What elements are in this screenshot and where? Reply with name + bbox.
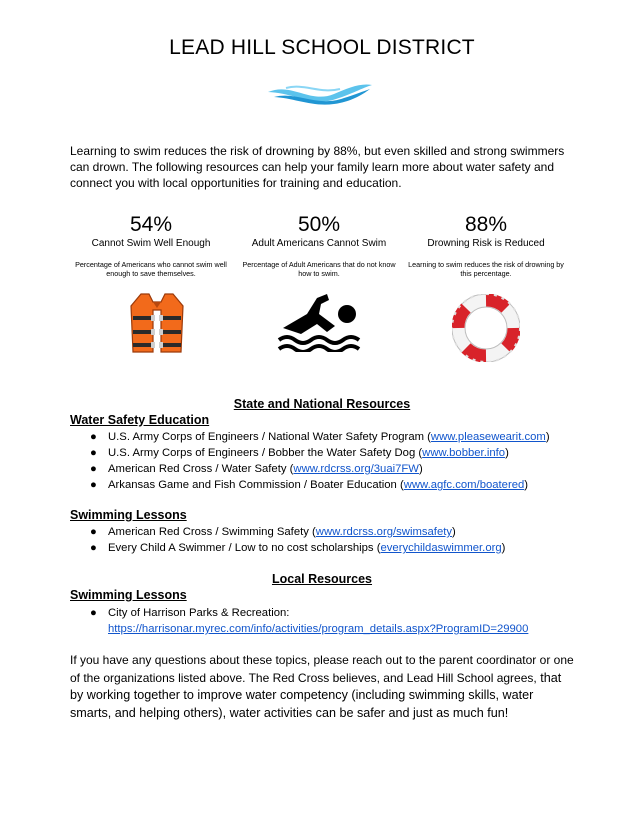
local-resources-heading: Local Resources xyxy=(271,572,373,586)
local-swimming-lessons-heading: Swimming Lessons xyxy=(70,588,187,602)
closing-text-large: that by working together to improve water competency (including swimming skills, water smarts, and helping others), water activities can be safer and just as much fun! xyxy=(70,670,562,720)
link-harrison-parks[interactable]: https://harrisonar.myrec.com/info/activities/program_details.aspx?ProgramID=29900 xyxy=(108,623,529,635)
list-item: ● U.S. Army Corps of Engineers / National Water Safety Program (www.pleasewearit.com) xyxy=(90,431,550,443)
closing-paragraph xyxy=(70,652,574,722)
stat-description: Percentage of Adult Americans that do not know how to swim. xyxy=(242,260,396,278)
intro-paragraph: Learning to swim reduces the risk of drowning by 88%, but even skilled and strong swimmers can drown. The following resources can help your family learn more about water safety and connect you with local opportunities for training and education. xyxy=(70,144,565,190)
water-safety-list xyxy=(70,429,610,493)
page-title: LEAD HILL SCHOOL DISTRICT xyxy=(169,36,475,59)
stat-description: Learning to swim reduces the risk of drowning by this percentage. xyxy=(408,260,564,278)
link-pleasewearit[interactable]: www.pleasewearit.com xyxy=(430,431,546,443)
link-everychildaswimmer[interactable]: everychildaswimmer.org xyxy=(380,542,502,554)
stat-label: Drowning Risk is Reduced xyxy=(427,238,545,249)
wave-icon xyxy=(264,80,374,106)
life-ring-icon xyxy=(452,294,520,362)
swimmer-icon xyxy=(277,292,361,352)
list-item: ● U.S. Army Corps of Engineers / Bobber the Water Safety Dog (www.bobber.info) xyxy=(90,447,509,459)
stat-adults-cannot-swim xyxy=(234,213,404,278)
stat-label: Adult Americans Cannot Swim xyxy=(251,238,387,249)
stat-value: 88% xyxy=(464,213,508,236)
link-bobber[interactable]: www.bobber.info xyxy=(422,447,506,459)
link-rdcrss-swimsafety[interactable]: www.rdcrss.org/swimsafety xyxy=(315,526,453,538)
swimming-lessons-list xyxy=(70,524,610,556)
list-item: ● American Red Cross / Water Safety (www.rdcrss.org/3uai7FW) xyxy=(90,463,423,475)
water-safety-heading: Water Safety Education xyxy=(70,413,210,427)
link-agfc-boater[interactable]: www.agfc.com/boatered xyxy=(403,479,525,491)
stat-drowning-risk-reduced xyxy=(401,213,571,278)
stat-value: 54% xyxy=(129,213,173,236)
stat-value: 50% xyxy=(297,213,341,236)
stat-label: Cannot Swim Well Enough xyxy=(91,238,211,249)
link-rdcrss-water-safety[interactable]: www.rdcrss.org/3uai7FW xyxy=(293,463,419,475)
closing-text-small: If you have any questions about these topics, please reach out to the parent coordinator or one of the organizations listed above. The Red Cross believes, and Lead Hill School agrees, xyxy=(70,653,574,685)
stat-cannot-swim-well xyxy=(66,213,236,278)
list-item: ● American Red Cross / Swimming Safety (www.rdcrss.org/swimsafety) xyxy=(90,526,456,538)
local-swimming-lessons-list xyxy=(70,605,610,637)
list-item: ● City of Harrison Parks & Recreation: https://harrisonar.myrec.com/info/activities/program_details.aspx?ProgramID=29900 xyxy=(90,607,529,635)
state-national-heading: State and National Resources xyxy=(233,397,411,411)
swimming-lessons-heading: Swimming Lessons xyxy=(70,508,187,522)
life-jacket-icon xyxy=(127,290,187,354)
stat-description: Percentage of Americans who cannot swim well enough to save themselves. xyxy=(75,260,227,278)
list-item: ● Arkansas Game and Fish Commission / Boater Education (www.agfc.com/boatered) xyxy=(90,479,529,491)
list-item: ● Every Child A Swimmer / Low to no cost scholarships (everychildaswimmer.org) xyxy=(90,542,506,554)
